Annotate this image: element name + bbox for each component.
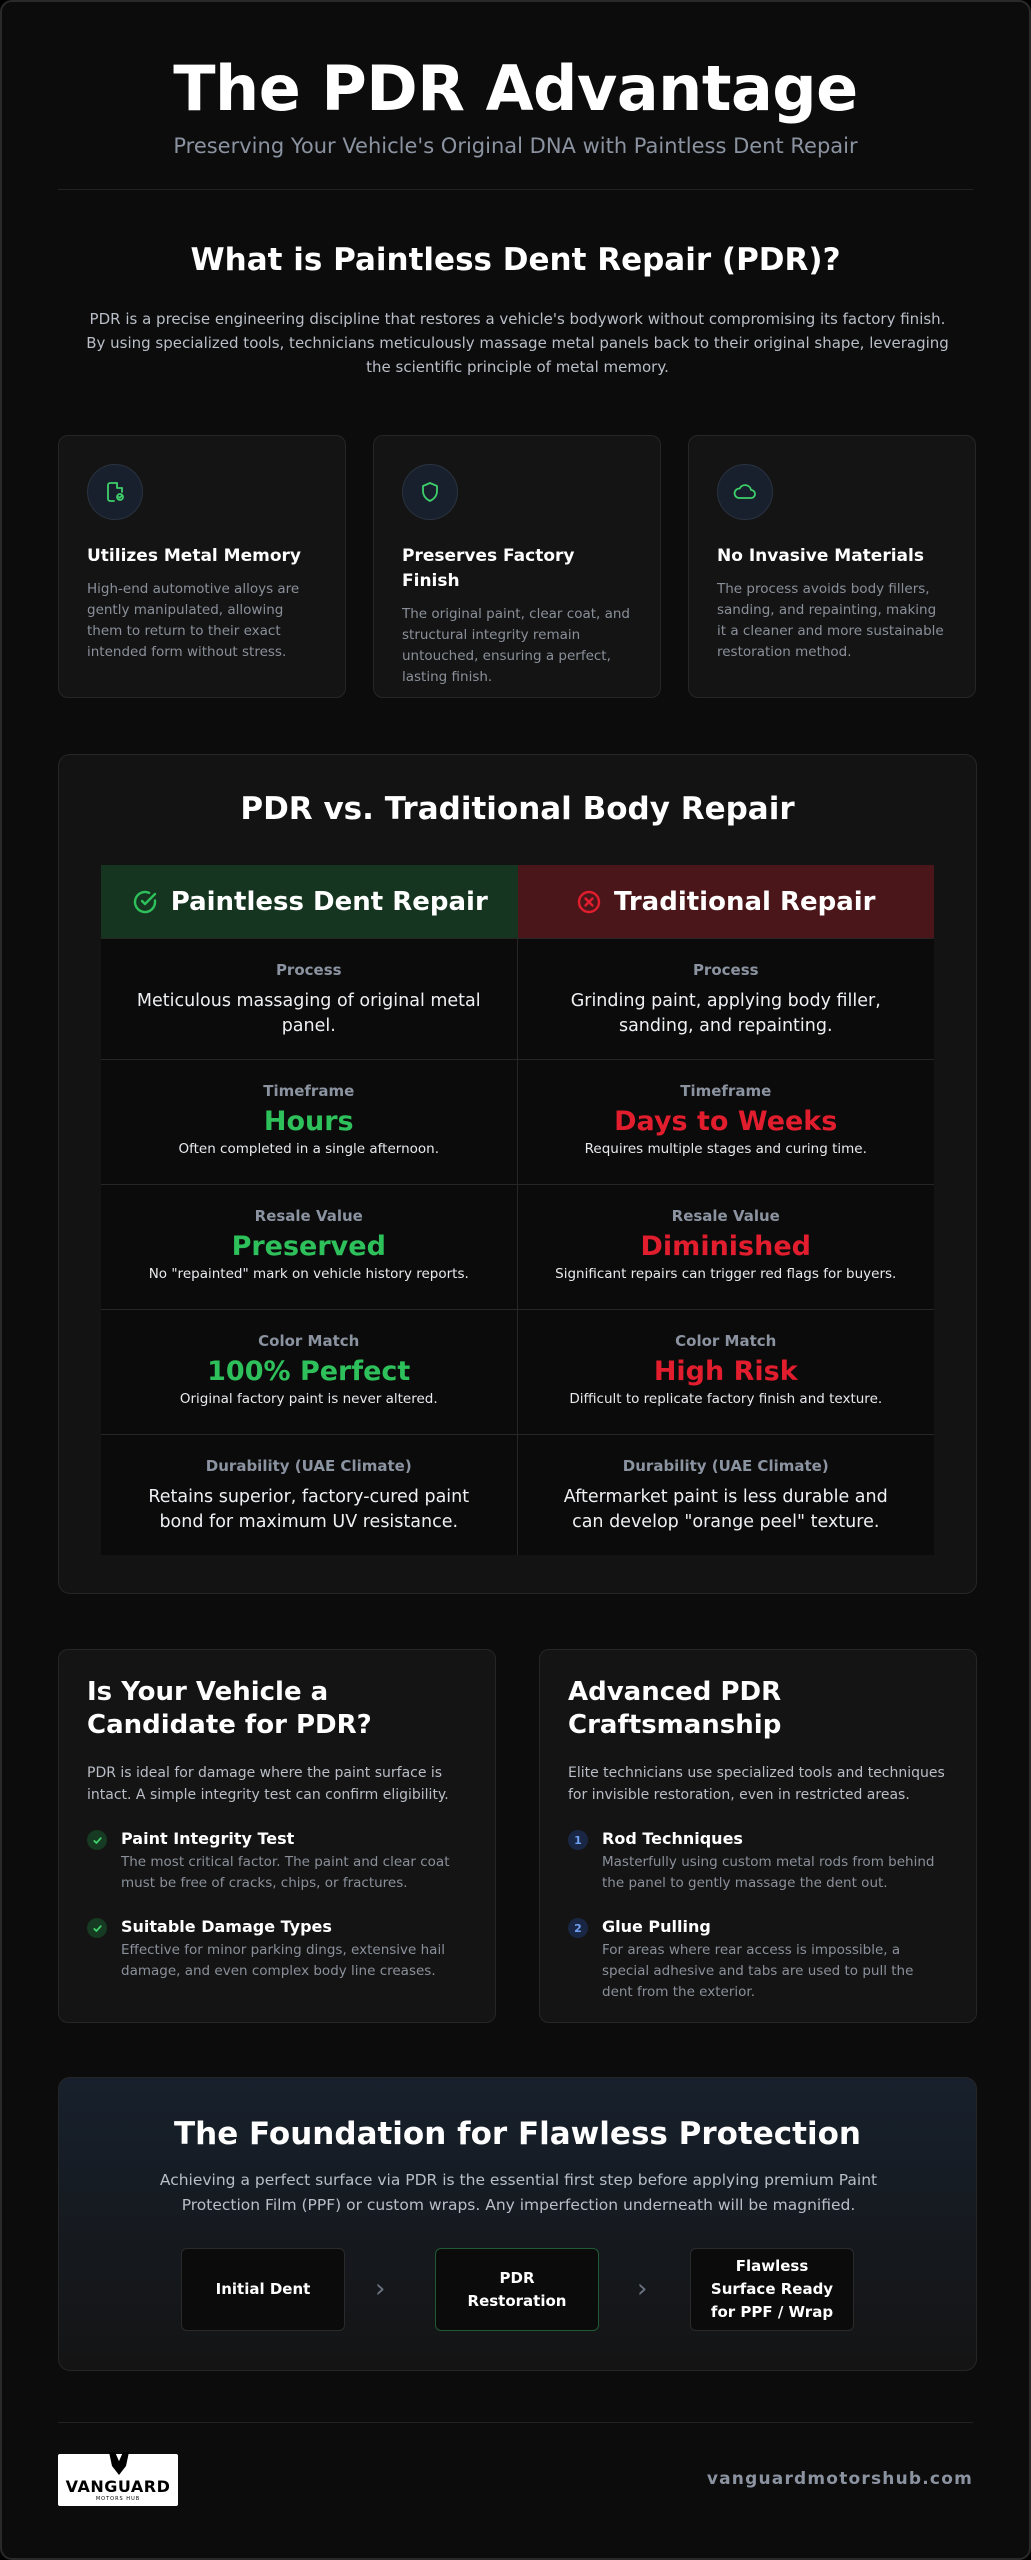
feature-title: No Invasive Materials (717, 546, 924, 566)
candidate-card (58, 1649, 496, 2023)
traditional-cell (518, 1060, 935, 1184)
craftsmanship-item-desc: Masterfully using custom metal rods from behind the panel to gently massage the dent out. (602, 1854, 935, 1891)
check-icon (87, 1918, 107, 1938)
craftsmanship-item-title: Glue Pulling (602, 1917, 711, 1936)
candidate-item (87, 1916, 467, 1982)
logo-name: VANGUARD (65, 2477, 171, 2496)
craftsmanship-item-desc: For areas where rear access is impossible, a special adhesive and tabs are used to pull the dent from the exterior. (602, 1942, 914, 2000)
comparison-header-row (101, 865, 934, 938)
step-number-badge: 2 (568, 1918, 588, 1938)
traditional-cell (518, 1185, 935, 1309)
row-label: Resale Value (671, 1207, 780, 1225)
pdr-value: Preserved (231, 1231, 386, 1262)
step-number-badge: 1 (568, 1830, 588, 1850)
candidate-title: Is Your Vehicle a Candidate for PDR? (87, 1677, 372, 1740)
candidate-item (87, 1828, 467, 1894)
page-subtitle: Preserving Your Vehicle's Original DNA with Paintless Dent Repair (173, 134, 858, 158)
feature-desc: High-end automotive alloys are gently manipulated, allowing them to return to their exact intended form without stress. (87, 581, 300, 660)
traditional-column-header (518, 865, 935, 938)
step-pdr-restoration: PDR Restoration (435, 2248, 599, 2331)
chevron-right-icon: › (637, 2274, 648, 2304)
x-circle-icon (576, 889, 602, 915)
pdr-note: Often completed in a single afternoon. (178, 1141, 440, 1157)
row-label: Durability (UAE Climate) (622, 1457, 829, 1475)
craftsmanship-item (568, 1828, 948, 1894)
traditional-value: High Risk (653, 1356, 798, 1387)
comparison-title: PDR vs. Traditional Body Repair (240, 791, 795, 827)
traditional-value: Diminished (640, 1231, 811, 1262)
comparison-row-durability (101, 1434, 934, 1555)
comparison-row-timeframe (101, 1059, 934, 1184)
foundation-section (58, 2077, 977, 2371)
traditional-cell (518, 1435, 935, 1555)
feature-card-metal-memory (58, 435, 346, 698)
footer-divider (58, 2422, 973, 2423)
pdr-cell (101, 939, 518, 1059)
row-label: Timeframe (263, 1082, 355, 1100)
page-title: The PDR Advantage (173, 52, 858, 125)
pdr-cell (101, 1310, 518, 1434)
craftsmanship-intro: Elite technicians use specialized tools and techniques for invisible restoration, even in restricted areas. (568, 1765, 945, 1803)
pdr-value: 100% Perfect (207, 1356, 411, 1387)
traditional-header-label: Traditional Repair (613, 886, 876, 917)
candidate-item-desc: Effective for minor parking dings, extensive hail damage, and even complex body line creases. (121, 1942, 445, 1979)
website-link[interactable]: vanguardmotorshub.com (706, 2469, 973, 2489)
feature-title: Utilizes Metal Memory (87, 546, 301, 566)
row-label: Process (275, 961, 342, 979)
pdr-header-label: Paintless Dent Repair (170, 886, 488, 917)
shield-icon (402, 464, 458, 520)
craftsmanship-item-title: Rod Techniques (602, 1829, 743, 1848)
candidate-item-desc: The most critical factor. The paint and clear coat must be free of cracks, chips, or fractures. (121, 1854, 450, 1891)
cloud-icon (717, 464, 773, 520)
pdr-text: Meticulous massaging of original metal panel. (136, 991, 481, 1036)
traditional-note: Requires multiple stages and curing time. (584, 1141, 867, 1157)
vanguard-logo (58, 2454, 178, 2506)
comparison-section (58, 754, 977, 1594)
row-label: Color Match (675, 1332, 777, 1350)
row-label: Durability (UAE Climate) (205, 1457, 412, 1475)
traditional-value: Days to Weeks (614, 1106, 838, 1137)
intro-title: What is Paintless Dent Repair (PDR)? (190, 242, 841, 278)
comparison-table (101, 865, 934, 1555)
step-flawless-surface: Flawless Surface Ready for PPF / Wrap (690, 2248, 854, 2331)
comparison-row-color-match (101, 1309, 934, 1434)
logo-subtitle: MOTORS HUB (95, 2496, 141, 2502)
foundation-text: Achieving a perfect surface via PDR is the essential first step before applying premium Paint Protection Film (PPF) or custom wraps. Any imperfection underneath will be magnified. (159, 2171, 878, 2214)
feature-desc: The process avoids body fillers, sanding, and repainting, making it a cleaner and more sustainable restoration method. (717, 581, 944, 660)
traditional-note: Difficult to replicate factory finish and texture. (569, 1391, 883, 1407)
pdr-cell (101, 1435, 518, 1555)
pdr-note: No "repainted" mark on vehicle history reports. (148, 1266, 469, 1282)
pdr-text: Retains superior, factory-cured paint bond for maximum UV resistance. (148, 1487, 470, 1532)
craftsmanship-item (568, 1916, 948, 2003)
row-label: Color Match (258, 1332, 360, 1350)
check-circle-icon (131, 888, 159, 916)
feature-desc: The original paint, clear coat, and structural integrity remain untouched, ensuring a perfect, lasting finish. (402, 606, 630, 685)
feature-title: Preserves Factory Finish (402, 546, 575, 591)
intro-text: PDR is a precise engineering discipline that restores a vehicle's bodywork without compromising its factory finish. By using specialized tools, technicians meticulously massage metal panels back to their original shape, leveraging the scientific principle of metal memory. (86, 310, 949, 376)
traditional-text: Aftermarket paint is less durable and can develop "orange peel" texture. (563, 1487, 888, 1532)
pdr-cell (101, 1060, 518, 1184)
candidate-item-title: Suitable Damage Types (121, 1917, 332, 1936)
header-divider (58, 189, 973, 190)
traditional-text: Grinding paint, applying body filler, sanding, and repainting. (570, 991, 881, 1036)
foundation-title: The Foundation for Flawless Protection (173, 2116, 861, 2152)
craftsmanship-card (539, 1649, 977, 2023)
pdr-note: Original factory paint is never altered. (179, 1391, 438, 1407)
traditional-cell (518, 1310, 935, 1434)
comparison-row-process (101, 938, 934, 1059)
logo-emblem-icon (108, 2452, 130, 2476)
feature-card-factory-finish (373, 435, 661, 698)
candidate-item-title: Paint Integrity Test (121, 1829, 295, 1848)
row-label: Resale Value (254, 1207, 363, 1225)
traditional-note: Significant repairs can trigger red flags for buyers. (555, 1266, 897, 1282)
pdr-cell (101, 1185, 518, 1309)
pdr-value: Hours (263, 1106, 354, 1137)
file-check-icon (87, 464, 143, 520)
feature-card-no-invasive (688, 435, 976, 698)
row-label: Timeframe (680, 1082, 772, 1100)
candidate-intro: PDR is ideal for damage where the paint surface is intact. A simple integrity test can confirm eligibility. (87, 1765, 449, 1803)
chevron-right-icon: › (375, 2274, 386, 2304)
traditional-cell (518, 939, 935, 1059)
row-label: Process (692, 961, 759, 979)
pdr-column-header (101, 865, 518, 938)
check-icon (87, 1830, 107, 1850)
craftsmanship-title: Advanced PDR Craftsmanship (568, 1677, 782, 1740)
comparison-row-resale (101, 1184, 934, 1309)
step-initial-dent: Initial Dent (181, 2248, 345, 2331)
